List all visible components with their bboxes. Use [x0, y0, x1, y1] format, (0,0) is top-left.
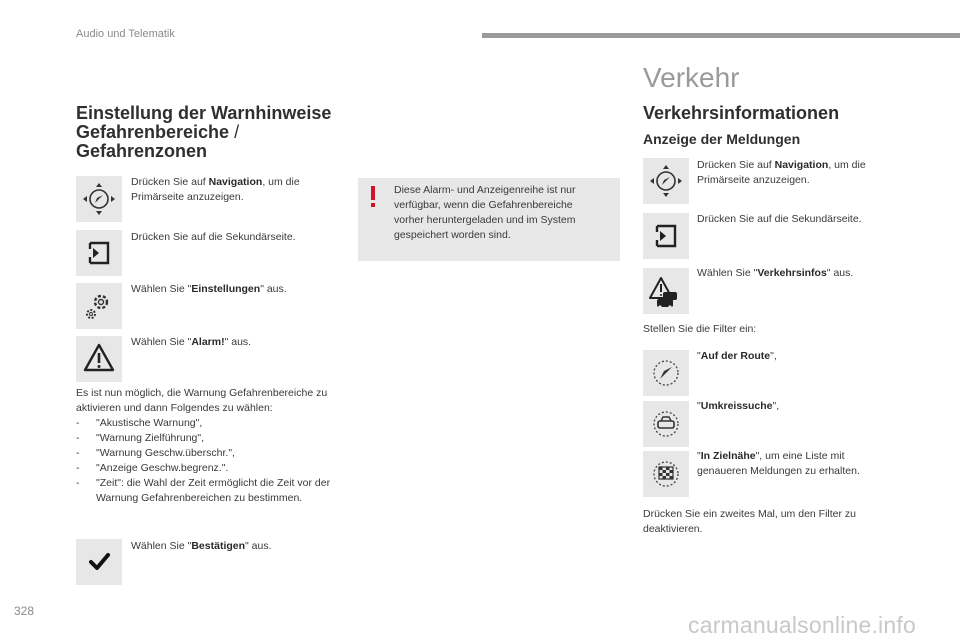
note-text: Diese Alarm- und Anzeigenreihe ist nur verfügbar, wenn die Gefahrenbereiche vorher heruntergeladen und im System gespeichert worden sind.: [394, 184, 576, 241]
traffic-info-icon: [643, 268, 689, 314]
left-step-4-text: Wählen Sie "Alarm!" aus.: [131, 336, 252, 348]
left-heading-line3: Gefahrenzonen: [76, 141, 208, 161]
secondary-page-icon: [76, 230, 122, 276]
left-step-2-text: Drücken Sie auf die Sekundärseite.: [131, 231, 296, 243]
filter-3-text: "In Zielnähe", um eine Liste mit genaueren Meldungen zu erhalten.: [697, 450, 860, 477]
left-heading: [76, 104, 346, 161]
left-heading-slash: /: [234, 122, 240, 142]
chapter-title: Verkehr: [643, 62, 740, 93]
left-step-1-text: Drücken Sie auf Navigation, um die Primärseite anzuzeigen.: [131, 176, 300, 203]
right-subheading: Anzeige der Meldungen: [643, 131, 801, 147]
on-route-icon: [643, 350, 689, 396]
checkmark-icon: [76, 539, 122, 585]
page-number: 328: [14, 604, 35, 618]
exclamation-icon: [370, 186, 374, 213]
list-item: - "Anzeige Geschw.begrenz.".: [76, 461, 341, 476]
section-title: Audio und Telematik: [76, 28, 175, 40]
left-paragraph: Es ist nun möglich, die Warnung Gefahrenbereiche zu aktivieren und dann Folgendes zu wählen: - "Akustische Warnung", - "Warnung Zielführung", - "Warnung Geschw.überschr.", - "Anzeige Geschw.begrenz.". - "Zeit": die Wahl der Zeit ermöglicht die Zeit vor der Warnung Gefahrenbereichen zu bestimmen.: [76, 386, 341, 506]
surroundings-icon: [643, 401, 689, 447]
destination-flag-icon: [643, 451, 689, 497]
filter-1-text: "Auf der Route",: [697, 350, 777, 362]
header-divider: [482, 33, 960, 38]
right-step-2-text: Drücken Sie auf die Sekundärseite.: [697, 213, 862, 225]
warning-options-list: [76, 416, 341, 506]
list-item: - "Akustische Warnung",: [76, 416, 341, 431]
filter-2-text: "Umkreissuche",: [697, 400, 780, 412]
warning-triangle-icon: [76, 336, 122, 382]
right-step-3-text: Wählen Sie "Verkehrsinfos" aus.: [697, 267, 854, 279]
closing-text: Drücken Sie ein zweites Mal, um den Filter zu deaktivieren.: [643, 508, 856, 535]
navigation-icon: [643, 158, 689, 204]
list-item: - "Zeit": die Wahl der Zeit ermöglicht die Zeit vor der Warnung Gefahrenbereichen zu bestimmen.: [76, 476, 341, 506]
filter-intro: Stellen Sie die Filter ein:: [643, 323, 757, 335]
settings-gears-icon: [76, 283, 122, 329]
secondary-page-icon: [643, 213, 689, 259]
list-item: - "Warnung Geschw.überschr.",: [76, 446, 341, 461]
confirm-step-text: Wählen Sie "Bestätigen" aus.: [131, 540, 272, 552]
watermark: carmanualsonline.info: [688, 612, 916, 638]
right-heading: Verkehrsinformationen: [643, 103, 840, 123]
list-item: - "Warnung Zielführung",: [76, 431, 341, 446]
left-step-3-text: Wählen Sie "Einstellungen" aus.: [131, 283, 287, 295]
right-step-1-text: Drücken Sie auf Navigation, um die Primärseite anzuzeigen.: [697, 159, 866, 186]
left-heading-line1: Einstellung der Warnhinweise: [76, 103, 332, 123]
navigation-icon: [76, 176, 122, 222]
left-heading-line2: Gefahrenbereiche: [76, 122, 230, 142]
